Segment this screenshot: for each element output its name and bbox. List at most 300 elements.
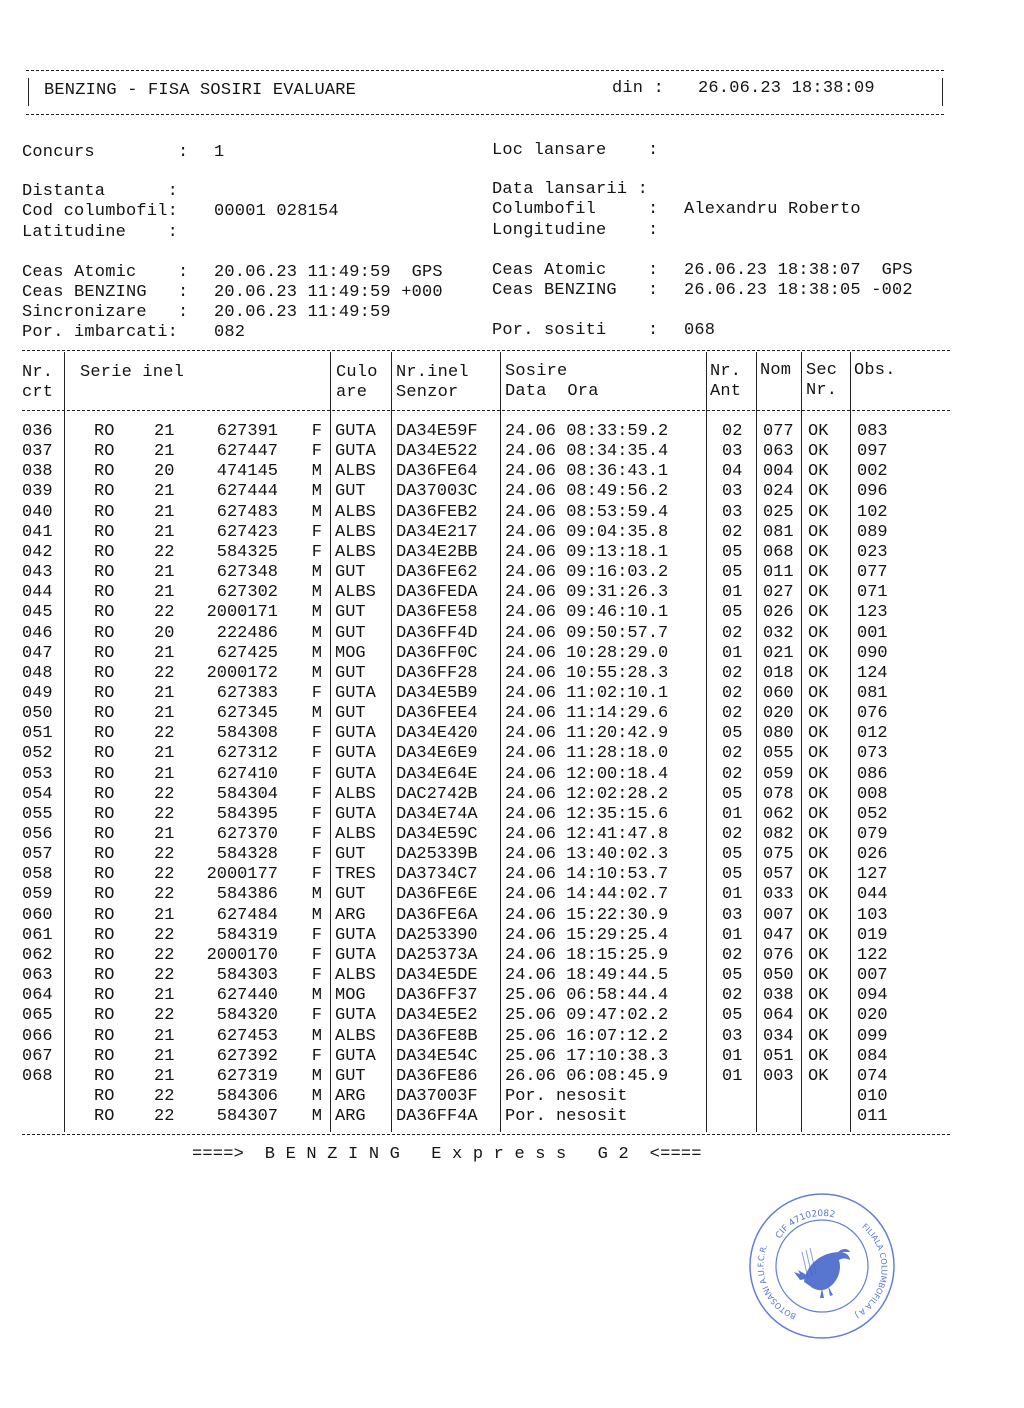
th-crt: crt <box>22 383 54 402</box>
cell-tara: RO <box>94 422 115 441</box>
cell-cul: GUTA <box>335 744 376 764</box>
cell-tara: RO <box>94 502 115 522</box>
cell-sosire: 24.06 09:31:26.3 <box>505 583 669 603</box>
cell-nr: 065 <box>22 1006 53 1026</box>
cell-cul: ARG <box>335 905 366 925</box>
cell-sec: OK <box>808 986 829 1006</box>
cell-senzor: DA34E5E2 <box>396 1006 478 1026</box>
cell-sec: OK <box>808 583 829 603</box>
cell-obs: 123 <box>857 603 888 623</box>
cell-sec: OK <box>808 825 829 844</box>
cell-cul: GUTA <box>335 925 376 945</box>
cell-sec: OK <box>808 1026 829 1046</box>
cell-nr: 046 <box>22 623 53 643</box>
cell-senzor: DA36FE8B <box>396 1026 478 1046</box>
cell-ant: 05 <box>722 966 743 986</box>
cell-sosire: 24.06 12:00:18.4 <box>505 764 669 784</box>
th-nr-ant: Nr. <box>710 362 742 381</box>
cell-nr: 063 <box>22 966 53 986</box>
cell-sec: OK <box>808 865 829 885</box>
th-culo: Culo <box>336 363 378 382</box>
header-bottom-border <box>26 114 944 115</box>
cell-obs: 044 <box>857 885 888 905</box>
col-divider <box>801 352 802 1132</box>
cell-cul: TRES <box>335 865 376 885</box>
cell-cul: GUT <box>335 482 366 502</box>
cell-nom: 076 <box>763 945 794 965</box>
cell-inel: 474145 <box>216 462 278 482</box>
cell-sex: F <box>311 542 322 562</box>
col-divider <box>64 352 65 1132</box>
cell-tara: RO <box>94 845 115 865</box>
cell-obs: 002 <box>857 462 888 482</box>
cell-nom: 038 <box>763 986 794 1006</box>
cell-nom: 078 <box>763 784 794 804</box>
cell-nom: 011 <box>763 563 794 583</box>
arrived-value: 068 <box>684 321 716 340</box>
cell-nom: 020 <box>763 704 794 724</box>
th-nom: Nom <box>760 361 792 380</box>
info-columbofil-label: Columbofil : <box>492 200 659 219</box>
cell-cul: ALBS <box>335 583 376 603</box>
cell-sosire: Por. nesosit <box>505 1107 628 1127</box>
cell-sec: OK <box>808 966 829 986</box>
cell-cul: GUT <box>335 1066 366 1086</box>
clock-benzing-end-label: Ceas BENZING : <box>492 281 659 300</box>
cell-senzor: DA34E74A <box>396 804 478 824</box>
cell-cul: GUTA <box>335 804 376 824</box>
cell-senzor: DA34E2BB <box>396 542 478 562</box>
cell-cul: GUTA <box>335 945 376 965</box>
cell-cul: GUTA <box>335 683 376 703</box>
cell-nom: 027 <box>763 583 794 603</box>
cell-ant: 05 <box>722 784 743 804</box>
cell-senzor: DA36FE58 <box>396 603 478 623</box>
cell-nr: 057 <box>22 845 53 865</box>
cell-cul: GUTA <box>335 1046 376 1066</box>
stamp-left-text: BOTOSANI A.U.F.C.R. <box>756 1243 798 1321</box>
cell-inel: 2000177 <box>206 865 278 885</box>
cell-sex: M <box>311 462 322 482</box>
cell-senzor: DA37003C <box>396 482 478 502</box>
cell-ant: 02 <box>722 704 743 724</box>
cell-cul: MOG <box>335 986 366 1006</box>
cell-sex: F <box>311 945 322 965</box>
cell-an: 22 <box>154 603 175 623</box>
cell-senzor: DA34E54C <box>396 1046 478 1066</box>
cell-nr: 066 <box>22 1026 53 1046</box>
info-distanta-label: Distanta : <box>22 182 179 201</box>
cell-sex: F <box>311 724 322 744</box>
cell-ant: 03 <box>722 482 743 502</box>
cell-sosire: 24.06 12:02:28.2 <box>505 784 669 804</box>
cell-senzor: DA37003F <box>396 1086 478 1106</box>
cell-sosire: 24.06 09:16:03.2 <box>505 563 669 583</box>
cell-cul: GUT <box>335 663 366 683</box>
cell-senzor: DA34E59C <box>396 825 478 844</box>
cell-inel: 2000171 <box>206 603 278 623</box>
cell-an: 22 <box>154 1107 175 1127</box>
cell-cul: ALBS <box>335 825 376 844</box>
cell-obs: 124 <box>857 663 888 683</box>
cell-an: 21 <box>154 643 175 663</box>
cell-obs: 122 <box>857 945 888 965</box>
cell-sosire: Por. nesosit <box>505 1086 628 1106</box>
cell-an: 22 <box>154 845 175 865</box>
cell-an: 21 <box>154 744 175 764</box>
cell-senzor: DA34E420 <box>396 724 478 744</box>
cell-cul: ALBS <box>335 502 376 522</box>
pigeon-seal-icon <box>742 1186 902 1346</box>
cell-sex: F <box>311 804 322 824</box>
cell-obs: 010 <box>857 1086 888 1106</box>
cell-senzor: DA3734C7 <box>396 865 478 885</box>
cell-sec: OK <box>808 422 829 441</box>
report-title: BENZING - FISA SOSIRI EVALUARE <box>44 81 357 100</box>
cell-cul: GUT <box>335 704 366 724</box>
th-data-ora: Data Ora <box>505 382 599 401</box>
cell-nom: 075 <box>763 845 794 865</box>
cell-ant: 01 <box>722 1046 743 1066</box>
cell-an: 22 <box>154 945 175 965</box>
cell-obs: 099 <box>857 1026 888 1046</box>
cell-tara: RO <box>94 683 115 703</box>
cell-inel: 584303 <box>216 966 278 986</box>
cell-sex: M <box>311 482 322 502</box>
cell-nom: 080 <box>763 724 794 744</box>
cell-sec: OK <box>808 1006 829 1026</box>
cell-nom: 007 <box>763 905 794 925</box>
cell-nom: 034 <box>763 1026 794 1046</box>
cell-obs: 052 <box>857 804 888 824</box>
clock-atomic-end-label: Ceas Atomic : <box>492 261 659 280</box>
cell-obs: 081 <box>857 683 888 703</box>
cell-an: 21 <box>154 442 175 462</box>
cell-senzor: DA34E522 <box>396 442 478 462</box>
cell-nom: 004 <box>763 462 794 482</box>
cell-sex: M <box>311 986 322 1006</box>
stamp-top-text: CIF 47102082 <box>774 1208 836 1241</box>
cell-an: 22 <box>154 724 175 744</box>
cell-senzor: DA36FF37 <box>396 986 478 1006</box>
clock-atomic-start-value: 20.06.23 11:49:59 GPS <box>214 263 443 282</box>
cell-ant: 01 <box>722 583 743 603</box>
cell-an: 21 <box>154 583 175 603</box>
cell-sec: OK <box>808 462 829 482</box>
cell-sec: OK <box>808 563 829 583</box>
cell-inel: 627483 <box>216 502 278 522</box>
cell-sosire: 24.06 08:34:35.4 <box>505 442 669 462</box>
cell-inel: 222486 <box>216 623 278 643</box>
cell-inel: 584308 <box>216 724 278 744</box>
clock-benzing-start-label: Ceas BENZING : <box>22 283 189 302</box>
cell-ant: 02 <box>722 986 743 1006</box>
cell-nr: 055 <box>22 804 53 824</box>
cell-cul: GUTA <box>335 422 376 441</box>
cell-senzor: DA34E64E <box>396 764 478 784</box>
cell-tara: RO <box>94 522 115 542</box>
cell-sex: F <box>311 744 322 764</box>
cell-senzor: DA25373A <box>396 945 478 965</box>
cell-inel: 584306 <box>216 1086 278 1106</box>
cell-an: 22 <box>154 865 175 885</box>
cell-ant: 02 <box>722 825 743 844</box>
cell-inel: 627392 <box>216 1046 278 1066</box>
cell-sosire: 24.06 18:15:25.9 <box>505 945 669 965</box>
cell-nom: 057 <box>763 865 794 885</box>
cell-cul: MOG <box>335 643 366 663</box>
cell-sosire: 25.06 09:47:02.2 <box>505 1006 669 1026</box>
cell-tara: RO <box>94 1086 115 1106</box>
cell-cul: GUTA <box>335 1006 376 1026</box>
cell-sosire: 24.06 08:36:43.1 <box>505 462 669 482</box>
cell-sec: OK <box>808 704 829 724</box>
cell-nom: 063 <box>763 442 794 462</box>
cell-ant: 05 <box>722 603 743 623</box>
cell-ant: 04 <box>722 462 743 482</box>
cell-nom: 081 <box>763 522 794 542</box>
cell-sosire: 24.06 15:29:25.4 <box>505 925 669 945</box>
cell-sec: OK <box>808 623 829 643</box>
cell-inel: 2000170 <box>206 945 278 965</box>
cell-tara: RO <box>94 663 115 683</box>
cell-cul: GUTA <box>335 724 376 744</box>
cell-inel: 627453 <box>216 1026 278 1046</box>
info-columbofil-value: Alexandru Roberto <box>684 200 861 219</box>
th-serie-inel: Serie inel <box>80 363 185 382</box>
cell-sosire: 24.06 09:04:35.8 <box>505 522 669 542</box>
cell-obs: 090 <box>857 643 888 663</box>
cell-sex: F <box>311 825 322 844</box>
cell-sex: M <box>311 905 322 925</box>
cell-senzor: DAC2742B <box>396 784 478 804</box>
col-divider <box>330 352 331 1132</box>
cell-nom: 050 <box>763 966 794 986</box>
cell-inel: 584319 <box>216 925 278 945</box>
cell-ant: 05 <box>722 865 743 885</box>
cell-obs: 001 <box>857 623 888 643</box>
cell-sex: F <box>311 764 322 784</box>
cell-cul: ALBS <box>335 1026 376 1046</box>
cell-sex: M <box>311 502 322 522</box>
cell-obs: 103 <box>857 905 888 925</box>
cell-inel: 627425 <box>216 643 278 663</box>
cell-tara: RO <box>94 542 115 562</box>
report-date-value: 26.06.23 18:38:09 <box>698 79 875 98</box>
cell-inel: 627319 <box>216 1066 278 1086</box>
cell-sec: OK <box>808 482 829 502</box>
cell-nr: 060 <box>22 905 53 925</box>
cell-ant: 01 <box>722 1066 743 1086</box>
cell-senzor: DA36FF28 <box>396 663 478 683</box>
cell-inel: 627302 <box>216 583 278 603</box>
th-nr-inel: Nr.inel <box>396 363 469 382</box>
cell-sex: F <box>311 925 322 945</box>
cell-cul: ALBS <box>335 784 376 804</box>
cell-nom: 026 <box>763 603 794 623</box>
cell-nom: 077 <box>763 422 794 441</box>
cell-cul: GUT <box>335 623 366 643</box>
cell-inel: 627440 <box>216 986 278 1006</box>
cell-senzor: DA36FE86 <box>396 1066 478 1086</box>
cell-sosire: 24.06 12:35:15.6 <box>505 804 669 824</box>
cell-nr: 047 <box>22 643 53 663</box>
club-stamp <box>742 1186 902 1346</box>
cell-senzor: DA34E6E9 <box>396 744 478 764</box>
cell-sex: M <box>311 704 322 724</box>
cell-cul: GUT <box>335 603 366 623</box>
cell-nr: 053 <box>22 764 53 784</box>
table-header-border <box>22 410 950 411</box>
cell-ant: 02 <box>722 663 743 683</box>
cell-nom: 003 <box>763 1066 794 1086</box>
cell-an: 21 <box>154 1046 175 1066</box>
info-concurs-label: Concurs : <box>22 143 189 162</box>
cell-sex: M <box>311 885 322 905</box>
th-are: are <box>336 383 368 402</box>
cell-nom: 068 <box>763 542 794 562</box>
cell-sex: F <box>311 784 322 804</box>
cell-tara: RO <box>94 925 115 945</box>
report-date-label: din : <box>612 79 665 98</box>
cell-sex: M <box>311 1026 322 1046</box>
cell-inel: 627447 <box>216 442 278 462</box>
cell-sex: F <box>311 683 322 703</box>
cell-inel: 627484 <box>216 905 278 925</box>
cell-an: 22 <box>154 804 175 824</box>
cell-nom: 064 <box>763 1006 794 1026</box>
cell-tara: RO <box>94 905 115 925</box>
cell-sosire: 24.06 14:10:53.7 <box>505 865 669 885</box>
cell-ant: 03 <box>722 442 743 462</box>
cell-nr: 052 <box>22 744 53 764</box>
cell-tara: RO <box>94 1107 115 1127</box>
cell-an: 22 <box>154 1006 175 1026</box>
cell-an: 22 <box>154 885 175 905</box>
cell-sec: OK <box>808 845 829 865</box>
cell-tara: RO <box>94 764 115 784</box>
cell-an: 21 <box>154 1066 175 1086</box>
th-ant: Ant <box>710 382 742 401</box>
cell-nr: 043 <box>22 563 53 583</box>
cell-obs: 094 <box>857 986 888 1006</box>
cell-tara: RO <box>94 945 115 965</box>
cell-an: 21 <box>154 986 175 1006</box>
cell-obs: 086 <box>857 764 888 784</box>
cell-obs: 023 <box>857 542 888 562</box>
cell-obs: 007 <box>857 966 888 986</box>
cell-nr: 038 <box>22 462 53 482</box>
cell-ant: 01 <box>722 925 743 945</box>
cell-an: 20 <box>154 462 175 482</box>
cell-senzor: DA34E59F <box>396 422 478 441</box>
header-left-border <box>28 78 29 106</box>
cell-tara: RO <box>94 1066 115 1086</box>
cell-ant: 01 <box>722 804 743 824</box>
cell-nom: 018 <box>763 663 794 683</box>
cell-ant: 05 <box>722 845 743 865</box>
cell-sec: OK <box>808 542 829 562</box>
cell-ant: 03 <box>722 1026 743 1046</box>
cell-cul: GUT <box>335 845 366 865</box>
cell-nr: 037 <box>22 442 53 462</box>
arrived-label: Por. sositi : <box>492 321 659 340</box>
cell-nom: 047 <box>763 925 794 945</box>
table-bottom-border <box>22 1134 950 1135</box>
cell-nr: 036 <box>22 422 53 441</box>
cell-inel: 627423 <box>216 522 278 542</box>
cell-nr: 059 <box>22 885 53 905</box>
cell-an: 22 <box>154 1086 175 1106</box>
cell-sex: M <box>311 1066 322 1086</box>
cell-ant: 02 <box>722 522 743 542</box>
cell-tara: RO <box>94 603 115 623</box>
cell-cul: ARG <box>335 1086 366 1106</box>
cell-sosire: 25.06 16:07:12.2 <box>505 1026 669 1046</box>
cell-ant: 03 <box>722 502 743 522</box>
cell-nr: 064 <box>22 986 53 1006</box>
cell-inel: 584304 <box>216 784 278 804</box>
cell-sex: F <box>311 522 322 542</box>
cell-nom: 082 <box>763 825 794 844</box>
cell-obs: 096 <box>857 482 888 502</box>
cell-inel: 627370 <box>216 825 278 844</box>
info-latitudine-label: Latitudine : <box>22 223 179 242</box>
cell-tara: RO <box>94 885 115 905</box>
cell-inel: 627312 <box>216 744 278 764</box>
cell-sec: OK <box>808 502 829 522</box>
cell-an: 21 <box>154 704 175 724</box>
cell-inel: 627348 <box>216 563 278 583</box>
cell-nom: 032 <box>763 623 794 643</box>
cell-ant: 02 <box>722 945 743 965</box>
cell-sec: OK <box>808 784 829 804</box>
cell-sosire: 25.06 17:10:38.3 <box>505 1046 669 1066</box>
cell-ant: 02 <box>722 764 743 784</box>
sync-label: Sincronizare : <box>22 303 189 322</box>
cell-nr: 054 <box>22 784 53 804</box>
th-obs: Obs. <box>854 361 896 380</box>
cell-obs: 084 <box>857 1046 888 1066</box>
cell-sec: OK <box>808 905 829 925</box>
clock-benzing-start-value: 20.06.23 11:49:59 +000 <box>214 283 443 302</box>
info-cod-label: Cod columbofil: <box>22 202 179 221</box>
cell-nr: 062 <box>22 945 53 965</box>
cell-sosire: 24.06 08:49:56.2 <box>505 482 669 502</box>
cell-an: 21 <box>154 825 175 844</box>
cell-tara: RO <box>94 966 115 986</box>
cell-cul: ARG <box>335 1107 366 1127</box>
cell-sex: M <box>311 1107 322 1127</box>
cell-obs: 011 <box>857 1107 888 1127</box>
info-loc-label: Loc lansare : <box>492 141 659 160</box>
cell-an: 21 <box>154 563 175 583</box>
cell-an: 21 <box>154 482 175 502</box>
cell-senzor: DA36FF0C <box>396 643 478 663</box>
cell-cul: GUT <box>335 885 366 905</box>
cell-tara: RO <box>94 623 115 643</box>
cell-sosire: 24.06 11:20:42.9 <box>505 724 669 744</box>
cell-sex: F <box>311 422 322 441</box>
cell-sosire: 24.06 08:33:59.2 <box>505 422 669 441</box>
cell-sosire: 24.06 11:14:29.6 <box>505 704 669 724</box>
cell-nr: 067 <box>22 1046 53 1066</box>
cell-sosire: 24.06 09:46:10.1 <box>505 603 669 623</box>
cell-senzor: DA36FEDA <box>396 583 478 603</box>
cell-an: 20 <box>154 623 175 643</box>
cell-obs: 102 <box>857 502 888 522</box>
cell-nom: 062 <box>763 804 794 824</box>
